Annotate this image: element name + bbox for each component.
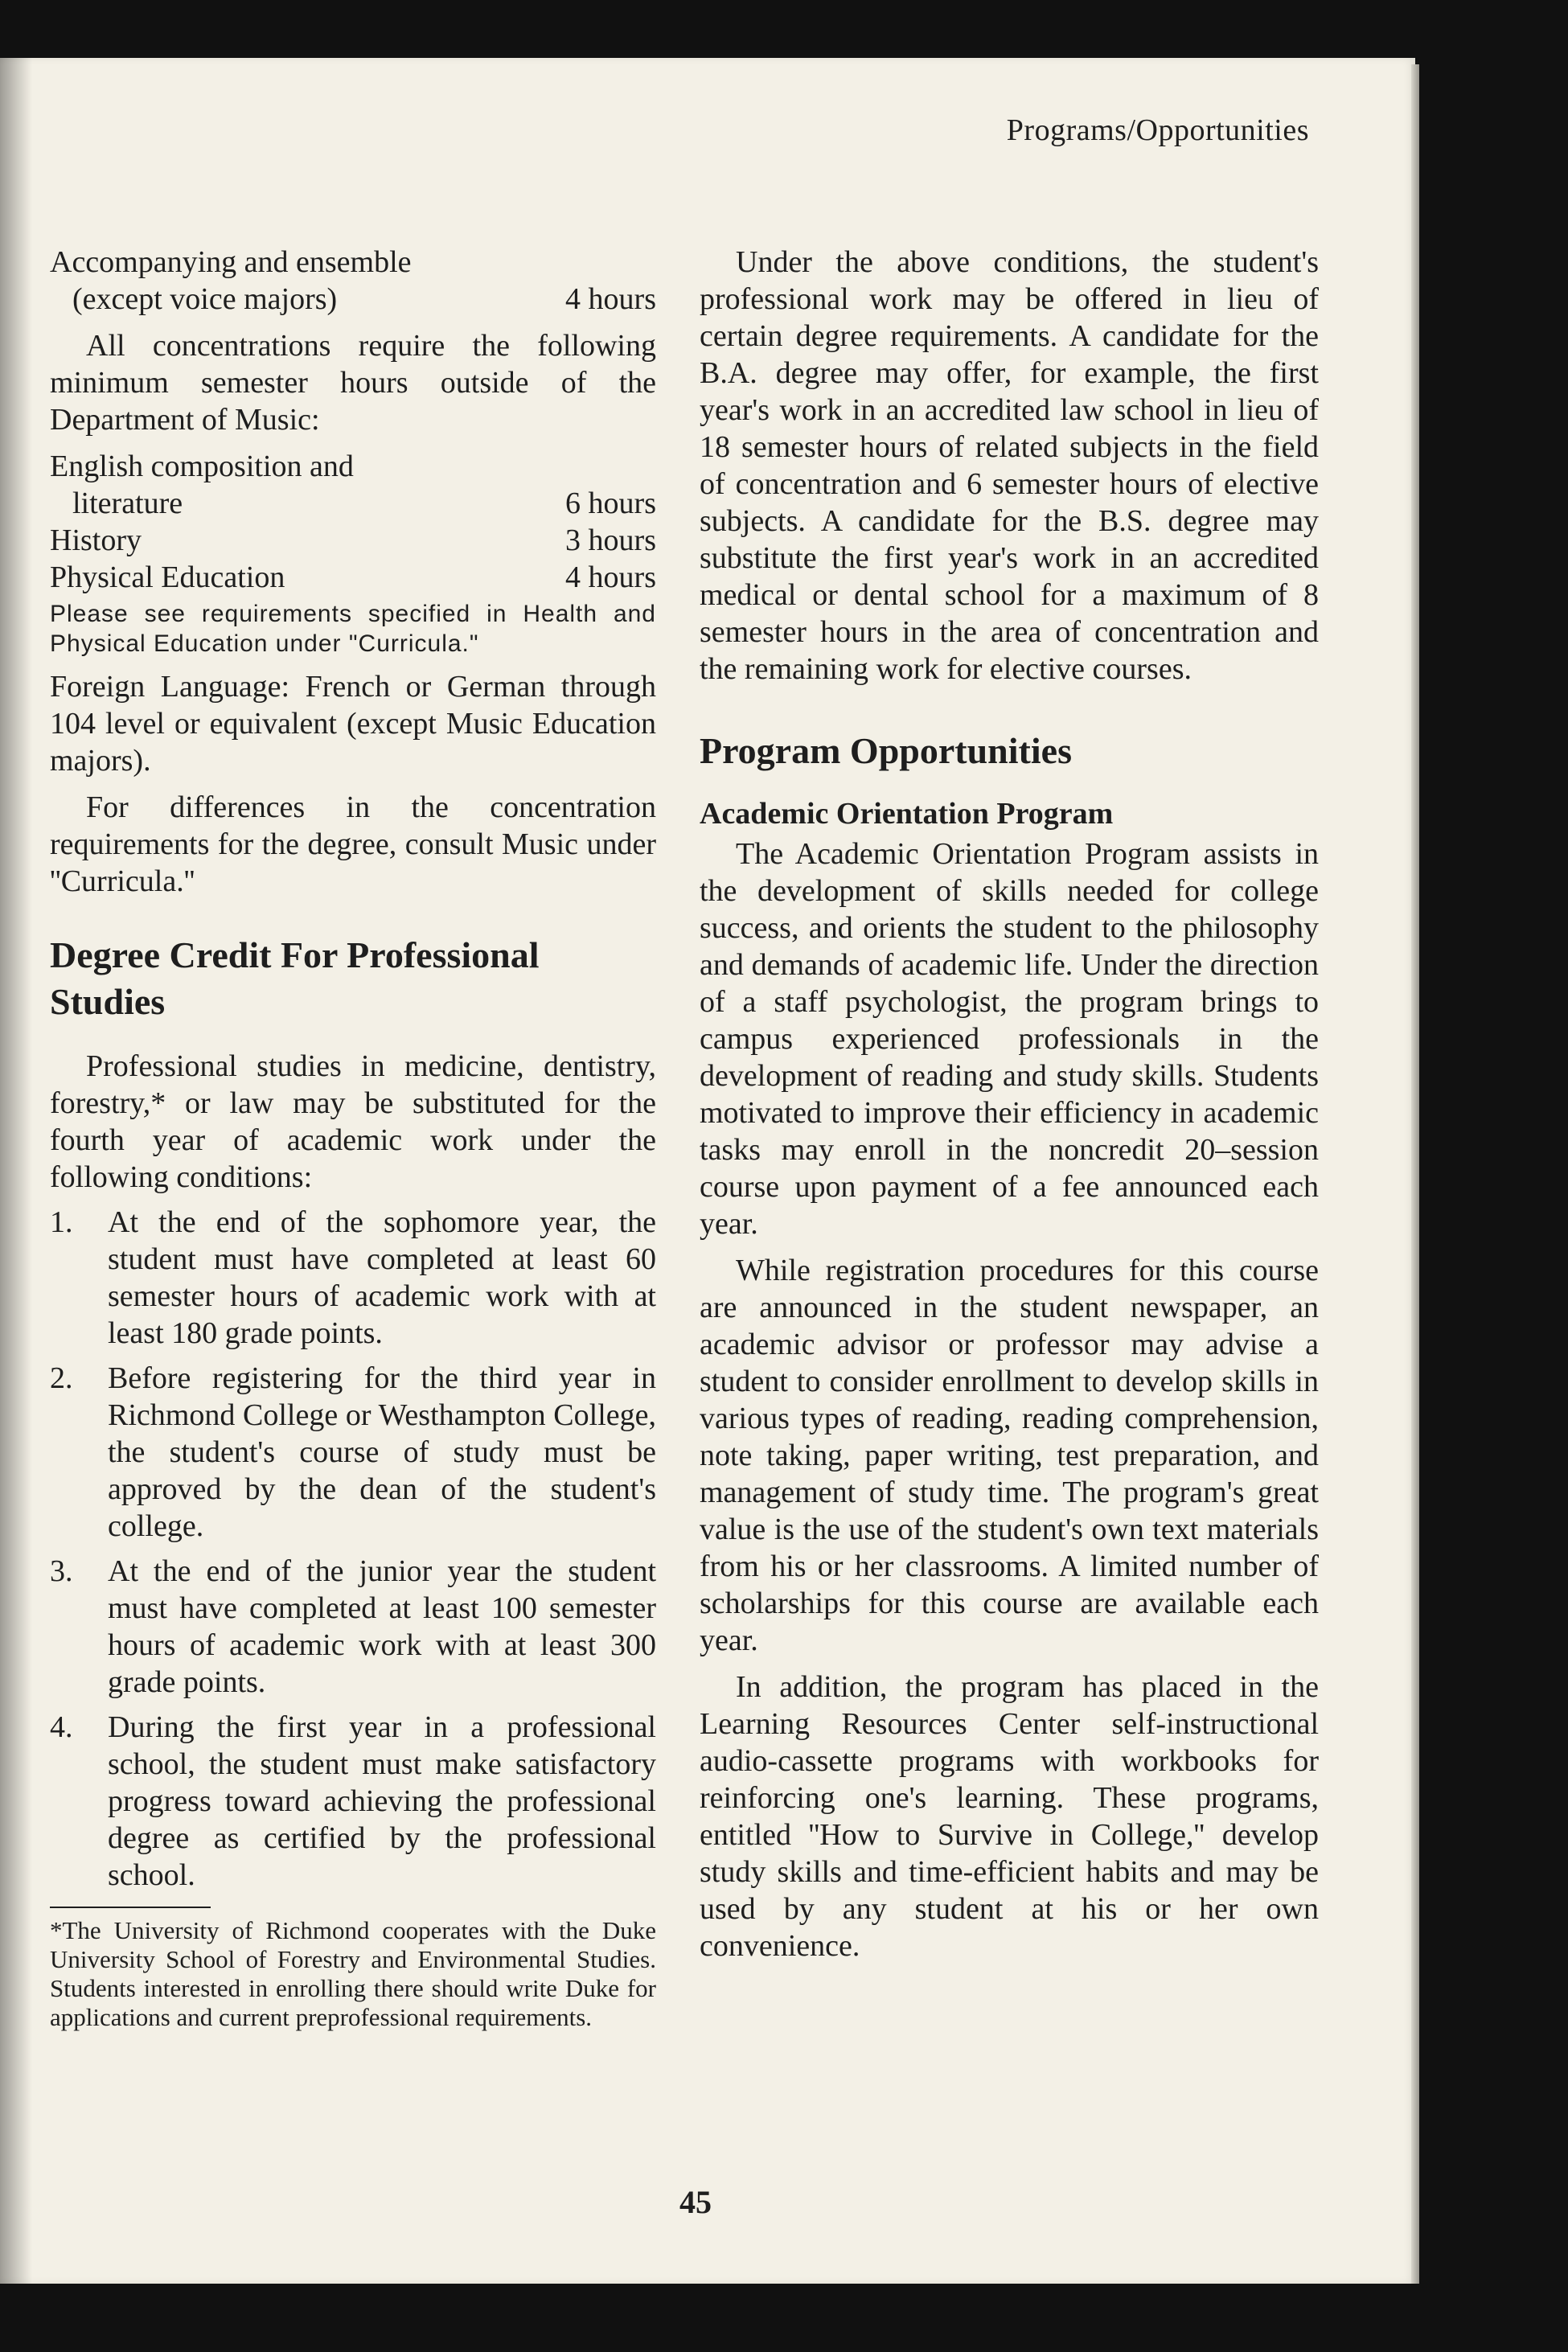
conditions-paragraph: Under the above conditions, the student's professional work may be offered in lieu of certain degree requirements. A candidate for the B.A. degree may offer, for example, the first year's work in an accredited law school in lieu of 18 semester hours of related subjects in the field of concentration and 6 semester hours of elective subjects. A candidate for the B.S. degree may substitute the first year's work in an accredited medical or dental school for a maximum of 8 semester hours in the area of concentration and the remaining work for elective courses. (700, 245, 1319, 686)
accompanying-line-2: (except voice majors) (72, 282, 338, 316)
foreign-language-paragraph: Foreign Language: French or German through 104 level or equivalent (except Music Education majors). (50, 670, 656, 778)
professional-studies-paragraph: Professional studies in medicine, dentistry, forestry,* or law may be substituted for the fourth year of academic work under the following conditions: (50, 1049, 656, 1194)
list-item (50, 1709, 656, 1894)
condition-number: 3. (50, 1554, 73, 1588)
history-label: History (50, 523, 142, 557)
accompanying-line-1: Accompanying and ensemble (50, 245, 412, 279)
history-hours: 3 hours (565, 523, 656, 557)
history-row (50, 522, 656, 559)
page-number: 45 (679, 2184, 712, 2220)
pe-row (50, 559, 656, 596)
english-hours: 6 hours (565, 486, 656, 520)
accompanying-row (50, 281, 656, 318)
pe-label: Physical Education (50, 560, 285, 594)
condition-text: Before registering for the third year in Richmond College or Westhampton College, the student's course of study must be approved by the dean of the student's college. (108, 1361, 656, 1543)
degree-credit-heading: Degree Credit For Professional Studies (50, 934, 540, 1022)
accompanying-hours: 4 hours (565, 282, 656, 316)
orientation-paragraph-1: The Academic Orientation Program assists in the development of skills needed for college success, and orients the student to the philosophy and demands of academic life. Under the direction of a staff psychologist, the program brings to campus experienced professionals in the development of reading and study skills. Students motivated to improve their efficiency in academic tasks may enroll in the noncredit 20–session course upon payment of a fee announced each year. (700, 837, 1319, 1241)
condition-text: During the first year in a professional school, the student must make satisfactory progress toward achieving the professional degree as certified by the professional school. (108, 1710, 656, 1892)
condition-number: 4. (50, 1710, 73, 1744)
running-head: Programs/Opportunities (1006, 113, 1309, 147)
english-line-2: literature (72, 486, 183, 520)
outside-requirements-paragraph: All concentrations require the following minimum semester hours outside of the Department of Music: (50, 329, 656, 437)
conditions-list (50, 1204, 656, 1894)
differences-paragraph: For differences in the concentration requirements for the degree, consult Music under ''Curricula.'' (50, 790, 656, 898)
list-item (50, 1553, 656, 1701)
academic-orientation-subheading: Academic Orientation Program (700, 797, 1114, 831)
list-item (50, 1360, 656, 1545)
footnote-divider (50, 1907, 211, 1908)
left-column (50, 244, 656, 2032)
english-row (50, 485, 656, 522)
pe-note: Please see requirements specified in Health and Physical Education under "Curricula." (50, 601, 656, 657)
condition-number: 1. (50, 1205, 73, 1239)
right-column (700, 244, 1319, 1964)
condition-text: At the end of the junior year the student must have completed at least 100 semester hours of academic work with at least 300 grade points. (108, 1554, 656, 1699)
orientation-paragraph-2: While registration procedures for this course are announced in the student newspaper, an academic advisor or professor may advise a student to consider enrollment to develop skills in various types of reading, reading comprehension, note taking, paper writing, test preparation, and management of study time. The program's great value is the use of the student's own text materials from his or her classrooms. A limited number of scholarships for this course are available each year. (700, 1254, 1319, 1657)
list-item (50, 1204, 656, 1352)
pe-hours: 4 hours (565, 560, 656, 594)
orientation-paragraph-3: In addition, the program has placed in the Learning Resources Center self-instructional audio-cassette programs with workbooks for reinforcing one's learning. These programs, entitled ''How to Survive in College,'' develop study skills and time-efficient habits and may be used by any student at his or her own convenience. (700, 1670, 1319, 1963)
condition-number: 2. (50, 1361, 73, 1395)
footnote: *The University of Richmond cooperates with the Duke University School of Forestry and Environmental Studies. Students interested in enrolling there should write Duke for applications and current preprofessional requirements. (50, 1916, 656, 2031)
program-opportunities-heading: Program Opportunities (700, 730, 1072, 771)
page-edge (1411, 64, 1419, 2284)
english-line-1: English composition and (50, 449, 354, 483)
condition-text: At the end of the sophomore year, the student must have completed at least 60 semester hours of academic work with at least 180 grade points. (108, 1205, 656, 1350)
gutter-shadow (0, 58, 32, 2284)
